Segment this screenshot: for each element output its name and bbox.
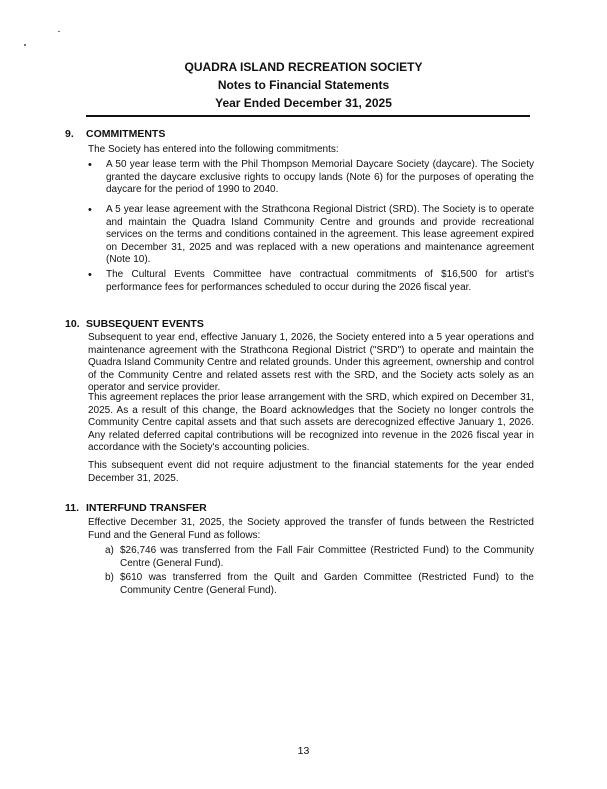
organization-title: QUADRA ISLAND RECREATION SOCIETY (184, 60, 423, 74)
section-9-title: COMMITMENTS (86, 128, 166, 140)
document-subtitle: Notes to Financial Statements (217, 78, 390, 92)
subsequent-events-paragraph-3: This subsequent event did not require adjustment to the financial statements for the year ended December 31, 2025. (88, 460, 534, 484)
scan-speck-mark (24, 44, 26, 46)
section-9-intro: The Society has entered into the following commitments: (88, 144, 339, 155)
bullet-icon: • (88, 159, 92, 171)
item-a-label: a) (105, 545, 114, 556)
fiscal-period: Year Ended December 31, 2025 (215, 96, 392, 110)
page-number: 13 (297, 745, 310, 757)
subsequent-events-paragraph-1: Subsequent to year end, effective January 1, 2026, the Society entered into a 5 year operations and maintenance agreement with the Strathcona Regional District ("SRD") to operate and maintain the Quadra Island Community Centre and related grounds. Under this agreement, ownership and control of the Community Centre and related assets rest with the SRD, and the Society acts solely as an operator and service provider. (88, 332, 534, 394)
section-10-title: SUBSEQUENT EVENTS (86, 318, 204, 330)
commitment-srd-lease: A 5 year lease agreement with the Strathcona Regional District (SRD). The Society is to operate and maintain the Quadra Island Community Centre and grounds and provide recreational services on the terms and conditions contained in the agreement. This lease agreement expired on December 31, 2025 and was replaced with a new operations and maintenance agreement (Note 10). (106, 204, 534, 266)
header-divider (86, 115, 530, 117)
commitment-daycare-lease: A 50 year lease term with the Phil Thompson Memorial Daycare Society (daycare). The Society granted the daycare exclusive rights to occupy lands (Note 6) for the purposes of operating the daycare for the period of 1990 to 2040. (106, 159, 534, 196)
section-11-number: 11. (65, 502, 80, 514)
interfund-intro: Effective December 31, 2025, the Society approved the transfer of funds between the Restricted Fund and the General Fund as follows: (88, 517, 534, 541)
bullet-icon: • (88, 269, 92, 281)
bullet-icon: • (88, 204, 92, 216)
subsequent-events-paragraph-2: This agreement replaces the prior lease arrangement with the SRD, which expired on December 31, 2025. As a result of this change, the Board acknowledges that the Society no longer controls the Community Centre capital assets and that such assets are derecognized effective January 1, 2026. Any related deferred capital contributions will be recognized into revenue in the 2026 fiscal year in accordance with the Society's accounting policies. (88, 392, 534, 454)
scan-speck-mark (58, 31, 60, 32)
section-10-number: 10. (65, 318, 80, 330)
section-9-number: 9. (65, 128, 74, 140)
item-b-text: $610 was transferred from the Quilt and Garden Committee (Restricted Fund) to the Community Centre (General Fund). (120, 572, 534, 596)
item-b-label: b) (105, 572, 114, 583)
section-11-title: INTERFUND TRANSFER (86, 502, 207, 514)
item-a-text: $26,746 was transferred from the Fall Fair Committee (Restricted Fund) to the Community Centre (General Fund). (120, 545, 534, 569)
commitment-cultural-events: The Cultural Events Committee have contractual commitments of $16,500 for artist's performance fees for performances scheduled to occur during the 2026 fiscal year. (106, 269, 534, 293)
